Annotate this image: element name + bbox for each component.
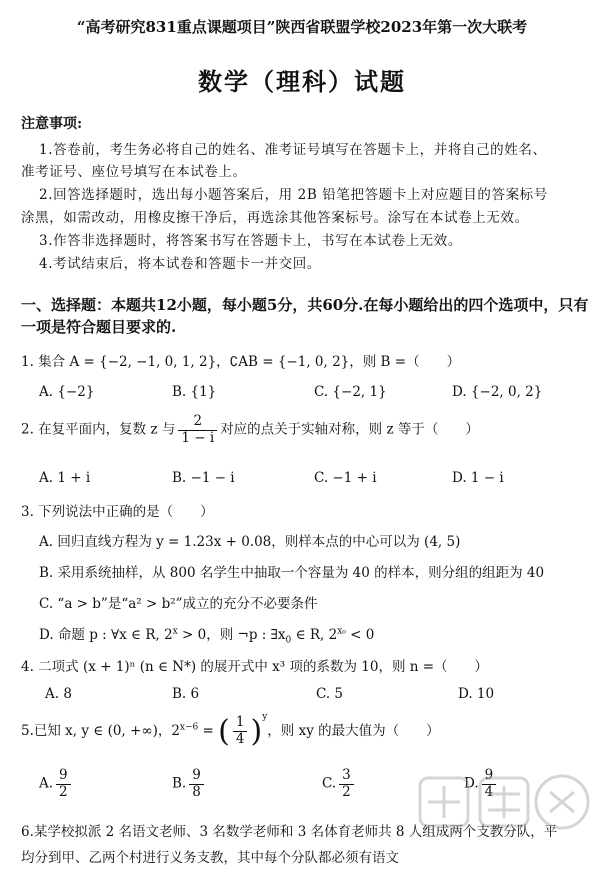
question-5-option-a-numerator: 9 bbox=[56, 768, 71, 785]
question-1-option-a: A. {−2} bbox=[39, 384, 95, 400]
question-5-option-d-letter: D. bbox=[464, 775, 479, 792]
question-2-option-a: A. 1 + i bbox=[39, 470, 91, 486]
question-5-stem-post: ，则 xy 的最大值为（ ） bbox=[267, 723, 440, 739]
question-5-option-c-numerator: 3 bbox=[339, 768, 354, 785]
question-1-option-d: D. {−2, 0, 2} bbox=[452, 384, 543, 400]
question-3-option-d-sub: 0 bbox=[285, 635, 292, 646]
question-5-exponent: x−6 bbox=[179, 722, 199, 733]
question-3-option-d-mid: > 0，则 ¬p : ∃x bbox=[177, 627, 286, 643]
question-2-stem-post: 对应的点关于实轴对称，则 z 等于（ ） bbox=[220, 421, 479, 438]
question-3-option-a: A. 回归直线方程为 y = 1.23x + 0.08，则样本点的中心可以为 (4, 5) bbox=[39, 534, 461, 550]
question-2-fraction-denominator: 1 − i bbox=[181, 429, 215, 446]
question-4-option-a: A. 8 bbox=[45, 686, 72, 702]
watermark-logo bbox=[410, 768, 600, 874]
question-5-option-a-denominator: 2 bbox=[59, 783, 68, 800]
question-2-fraction bbox=[178, 414, 217, 446]
question-3-option-b: B. 采用系统抽样，从 800 名学生中抽取一个容量为 40 的样本，则分组的组距为 40 bbox=[39, 565, 545, 581]
question-5-option-d-denominator: 4 bbox=[484, 783, 494, 800]
note-line-1: 1.答卷前，考生务必将自己的姓名、准考证号填写在答题卡上，并将自己的姓名、 bbox=[39, 142, 547, 158]
question-5-stem: 5.已知 x, y ∈ (0, +∞)，$2^{x-6}$ = ( $\frac{1}{4}$ )$^y$，则 xy 的最大值为（ ） bbox=[21, 712, 440, 749]
question-3-option-d-mid-2: ∈ R, 2 bbox=[291, 627, 338, 643]
question-4-option-c: C. 5 bbox=[316, 686, 344, 702]
question-5-option-c-letter: C. bbox=[322, 775, 337, 792]
question-5-option-c-denominator: 2 bbox=[342, 783, 351, 800]
section-heading-line-2: 一项是符合题目要求的. bbox=[21, 318, 177, 336]
question-3-option-d bbox=[39, 623, 374, 646]
question-6-line-2: 均分到甲、乙两个村进行义务支教，其中每个分队都必须有语文 bbox=[21, 850, 399, 866]
notes-heading: 注意事项: bbox=[21, 116, 83, 132]
question-5-option-b-letter: B. bbox=[172, 775, 187, 792]
question-5-fraction-denominator: 4 bbox=[235, 731, 245, 747]
question-5-option-c bbox=[322, 768, 357, 800]
question-5-paren-exponent: y bbox=[262, 712, 268, 722]
question-3-option-d-sup-2: x₀ bbox=[337, 626, 346, 637]
question-2-option-d: D. 1 − i bbox=[452, 470, 504, 486]
question-1-stem: 1. 集合 A = {−2, −1, 0, 1, 2}，∁AB = {−1, 0, 2}，则 B =（ ） bbox=[21, 354, 461, 370]
note-line-3: 2.回答选择题时，选出每小题答案后，用 2B 铅笔把答题卡上对应题目的答案标号 bbox=[39, 187, 548, 203]
question-5-option-a-letter: A. bbox=[39, 775, 54, 792]
question-6-line-1: 6.某学校拟派 2 名语文老师、3 名数学老师和 3 名体育老师共 8 人组成两个支教分队，平 bbox=[21, 824, 558, 840]
question-2-stem bbox=[21, 414, 479, 446]
question-5-option-a bbox=[39, 768, 74, 800]
note-line-2: 准考证号、座位号填写在本试卷上。 bbox=[21, 164, 247, 180]
question-3-option-d-pre: D. 命题 p : ∀x ∈ R, 2 bbox=[39, 627, 173, 643]
question-1-option-b: B. {1} bbox=[172, 384, 217, 400]
question-2-fraction-numerator: 2 bbox=[178, 414, 217, 431]
question-5-fraction-numerator: 1 bbox=[233, 715, 248, 732]
question-5-equals: = bbox=[198, 723, 219, 739]
question-5-option-b-denominator: 8 bbox=[192, 783, 201, 800]
question-3-stem: 3. 下列说法中正确的是（ ） bbox=[21, 504, 214, 520]
note-line-6: 4.考试结束后，将本试卷和答题卡一并交回。 bbox=[39, 256, 321, 272]
question-4-option-d: D. 10 bbox=[458, 686, 495, 702]
question-4-stem: 4. 二项式 (x + 1)ⁿ (n ∈ N*) 的展开式中 x³ 项的系数为 10，则 n =（ ） bbox=[21, 659, 489, 675]
question-5-option-b bbox=[172, 768, 207, 800]
question-2-stem-pre: 2. 在复平面内，复数 z 与 bbox=[21, 421, 176, 438]
question-1-option-c: C. {−2, 1} bbox=[314, 384, 387, 400]
page-title: 数学（理科）试题 bbox=[198, 67, 406, 96]
exam-header: “高考研究831重点课题项目”陕西省联盟学校2023年第一次大联考 bbox=[76, 18, 528, 36]
question-2-option-b: B. −1 − i bbox=[172, 470, 235, 486]
question-4-option-b: B. 6 bbox=[172, 686, 200, 702]
question-5-stem-pre: 5.已知 x, y ∈ (0, +∞)，2 bbox=[21, 723, 180, 739]
question-3-option-c: C. “a > b”是“a² > b²”成立的充分不必要条件 bbox=[39, 596, 318, 612]
question-2-option-c: C. −1 + i bbox=[314, 470, 377, 486]
question-5-option-d-numerator: 9 bbox=[482, 768, 497, 785]
question-3-option-d-sup-1: x bbox=[172, 626, 178, 637]
note-line-4: 涂黑，如需改动，用橡皮擦干净后，再选涂其他答案标号。涂写在本试卷上无效。 bbox=[21, 210, 529, 226]
question-5-fraction bbox=[233, 715, 248, 747]
section-heading-line-1: 一、选择题：本题共12小题，每小题5分，共60分.在每小题给出的四个选项中，只有 bbox=[21, 296, 589, 314]
question-5-option-b-numerator: 9 bbox=[189, 768, 204, 785]
question-3-option-d-post: < 0 bbox=[345, 627, 375, 643]
note-line-5: 3.作答非选择题时，将答案书写在答题卡上，书写在本试卷上无效。 bbox=[39, 233, 462, 249]
